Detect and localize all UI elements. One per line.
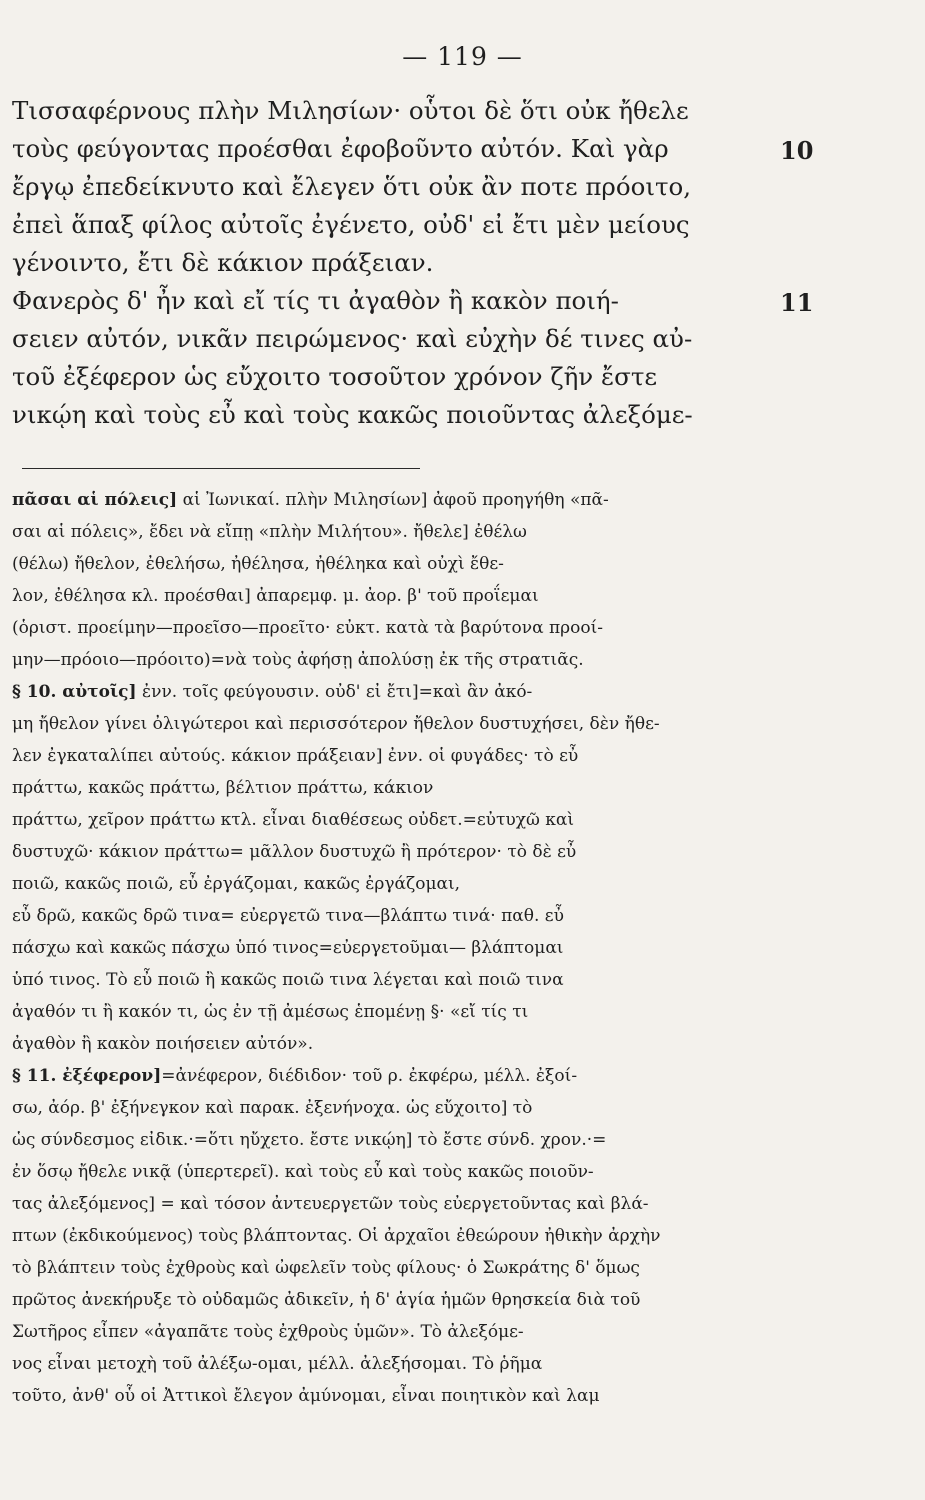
note-lemma: § 11. ἐξέφερον]	[12, 1066, 162, 1086]
main-text	[12, 92, 772, 434]
note-text: εὖ δρῶ, κακῶς δρῶ τινα= εὐεργετῶ τινα—βλάπτω τινά· παθ. εὖ	[12, 906, 564, 926]
text-line: ἐπεὶ ἅπαξ φίλος αὐτοῖς ἐγένετο, οὐδ' εἰ ἔτι μὲν μείους	[12, 210, 690, 239]
note-line	[12, 1060, 820, 1092]
note-line	[12, 1348, 820, 1380]
note-line	[12, 548, 820, 580]
note-line	[12, 900, 820, 932]
note-text: τὸ βλάπτειν τοὺς ἐχθροὺς καὶ ὠφελεῖν τοὺς φίλους· ὁ Σωκράτης δ' ὅμως	[12, 1258, 640, 1278]
note-text: ἀγαθὸν ἢ κακὸν ποιήσειεν αὐτόν».	[12, 1034, 314, 1054]
note-text: ποιῶ, κακῶς ποιῶ, εὖ ἐργάζομαι, κακῶς ἐργάζομαι,	[12, 874, 461, 894]
note-line	[12, 996, 820, 1028]
note-line	[12, 1124, 820, 1156]
commentary-notes	[12, 484, 820, 1412]
note-text: πράττω, κακῶς πράττω, βέλτιον πράττω, κάκιον	[12, 778, 434, 798]
note-lemma: § 10. αὐτοῖς]	[12, 682, 137, 702]
note-line	[12, 1380, 820, 1412]
note-line	[12, 612, 820, 644]
note-line	[12, 1092, 820, 1124]
note-line	[12, 1188, 820, 1220]
note-text: πτων (ἐκδικούμενος) τοὺς βλάπτοντας. Οἱ ἀρχαῖοι ἐθεώρουν ἠθικὴν ἀρχὴν	[12, 1226, 661, 1246]
text-line: γένοιντο, ἔτι δὲ κάκιον πράξειαν.	[12, 248, 434, 277]
note-text: λον, ἐθέλησα κλ. προέσθαι] ἀπαρεμφ. μ. ἀορ. β' τοῦ προΐεμαι	[12, 586, 539, 606]
note-text: πρῶτος ἀνεκήρυξε τὸ οὐδαμῶς ἀδικεῖν, ἡ δ' ἁγία ἡμῶν θρησκεία διὰ τοῦ	[12, 1290, 641, 1310]
note-text: δυστυχῶ· κάκιον πράττω= μᾶλλον δυστυχῶ ἢ πρότερον· τὸ δὲ εὖ	[12, 842, 577, 862]
text-line: τοῦ ἐξέφερον ὡς εὔχοιτο τοσοῦτον χρόνον ζῆν ἔστε	[12, 362, 658, 391]
note-text: πάσχω καὶ κακῶς πάσχω ὑπό τινος=εὐεργετοῦμαι— βλάπτομαι	[12, 938, 564, 958]
note-line	[12, 1252, 820, 1284]
text-line: σειεν αὐτόν, νικᾶν πειρώμενος· καὶ εὐχὴν δέ τινες αὐ-	[12, 324, 693, 353]
text-line: νικῴη καὶ τοὺς εὖ καὶ τοὺς κακῶς ποιοῦντας ἀλεξόμε-	[12, 400, 693, 429]
note-text: τας ἀλεξόμενος] = καὶ τόσον ἀντευεργετῶν τοὺς εὐεργετοῦντας καὶ βλά-	[12, 1194, 649, 1214]
note-line	[12, 1028, 820, 1060]
note-line	[12, 932, 820, 964]
margin-section-number: 11	[780, 288, 814, 317]
note-text: νος εἶναι μετοχὴ τοῦ ἀλέξω-ομαι, μέλλ. ἀλεξήσομαι. Τὸ ῥῆμα	[12, 1354, 543, 1374]
note-line	[12, 580, 820, 612]
note-text: σω, ἀόρ. β' ἐξήνεγκον καὶ παρακ. ἐξενήνοχα. ὡς εὔχοιτο] τὸ	[12, 1098, 533, 1118]
margin-section-number: 10	[780, 136, 814, 165]
note-text: ἀγαθόν τι ἢ κακόν τι, ὡς ἐν τῇ ἀμέσως ἑπομένῃ §· «εἴ τίς τι	[12, 1002, 529, 1022]
note-text: αἱ Ἰωνικαί. πλὴν Μιλησίων] ἀφοῦ προηγήθη «πᾶ-	[177, 490, 609, 510]
note-line	[12, 1316, 820, 1348]
note-line	[12, 964, 820, 996]
note-text: ὡς σύνδεσμος εἰδικ.·=ὅτι ηὔχετο. ἔστε νικῴη] τὸ ἔστε σύνδ. χρον.·=	[12, 1130, 607, 1150]
note-line	[12, 484, 820, 516]
note-line	[12, 1284, 820, 1316]
note-text: ὑπό τινος. Τὸ εὖ ποιῶ ἢ κακῶς ποιῶ τινα λέγεται καὶ ποιῶ τινα	[12, 970, 564, 990]
note-text: ἐνν. τοῖς φεύγουσιν. οὐδ' εἰ ἔτι]=καὶ ἂν ἀκό-	[136, 682, 533, 702]
note-text: τοῦτο, ἀνθ' οὗ οἱ Ἀττικοὶ ἔλεγον ἀμύνομαι, εἶναι ποιητικὸν καὶ λαμ	[12, 1386, 600, 1406]
note-text: σαι αἱ πόλεις», ἔδει νὰ εἴπῃ «πλὴν Μιλήτου». ἤθελε] ἐθέλω	[12, 522, 527, 542]
note-line	[12, 868, 820, 900]
note-line	[12, 804, 820, 836]
note-line	[12, 772, 820, 804]
note-line	[12, 1156, 820, 1188]
note-text: πράττω, χεῖρον πράττω κτλ. εἶναι διαθέσεως οὐδετ.=εὐτυχῶ καὶ	[12, 810, 575, 830]
note-line	[12, 1220, 820, 1252]
note-line	[12, 676, 820, 708]
footnote-divider	[22, 468, 420, 469]
note-line	[12, 836, 820, 868]
note-line	[12, 708, 820, 740]
note-text: (ὁριστ. προείμην—προεῖσο—προεῖτο· εὐκτ. κατὰ τὰ βαρύτονα προοί-	[12, 618, 604, 638]
text-line: ἔργῳ ἐπεδείκνυτο καὶ ἔλεγεν ὅτι οὐκ ἂν ποτε πρόοιτο,	[12, 172, 692, 201]
note-text: =ἀνέφερον, διέδιδον· τοῦ ρ. ἐκφέρω, μέλλ. ἐξοί-	[161, 1066, 578, 1086]
note-text: μη ἤθελον γίνει ὀλιγώτεροι καὶ περισσότερον ἤθελον δυστυχήσει, δὲν ἤθε-	[12, 714, 660, 734]
text-line: Φανερὸς δ' ἦν καὶ εἴ τίς τι ἀγαθὸν ἢ κακὸν ποιή-	[12, 286, 619, 315]
note-text: μην—πρόοιο—πρόοιτο)=νὰ τοὺς ἀφήσῃ ἀπολύσῃ ἐκ τῆς στρατιᾶς.	[12, 650, 584, 670]
text-line: Τισσαφέρνους πλὴν Μιλησίων· οὗτοι δὲ ὅτι οὐκ ἤθελε	[12, 96, 689, 125]
note-text: Σωτῆρος εἶπεν «ἀγαπᾶτε τοὺς ἐχθροὺς ὑμῶν». Τὸ ἀλεξόμε-	[12, 1322, 524, 1342]
note-line	[12, 740, 820, 772]
page-number: — 119 —	[402, 42, 523, 71]
note-lemma: πᾶσαι αἱ πόλεις]	[12, 490, 178, 510]
text-line: τοὺς φεύγοντας προέσθαι ἐφοβοῦντο αὐτόν. Καὶ γὰρ	[12, 134, 669, 163]
note-text: ἐν ὅσῳ ἤθελε νικᾷ (ὑπερτερεῖ). καὶ τοὺς εὖ καὶ τοὺς κακῶς ποιοῦν-	[12, 1162, 594, 1182]
note-text: (θέλω) ἤθελον, ἐθελήσω, ἠθέλησα, ἠθέληκα καὶ οὐχὶ ἔθε-	[12, 554, 504, 574]
note-text: λεν ἐγκαταλίπει αὐτούς. κάκιον πράξειαν] ἐνν. οἱ φυγάδες· τὸ εὖ	[12, 746, 579, 766]
note-line	[12, 516, 820, 548]
note-line	[12, 644, 820, 676]
